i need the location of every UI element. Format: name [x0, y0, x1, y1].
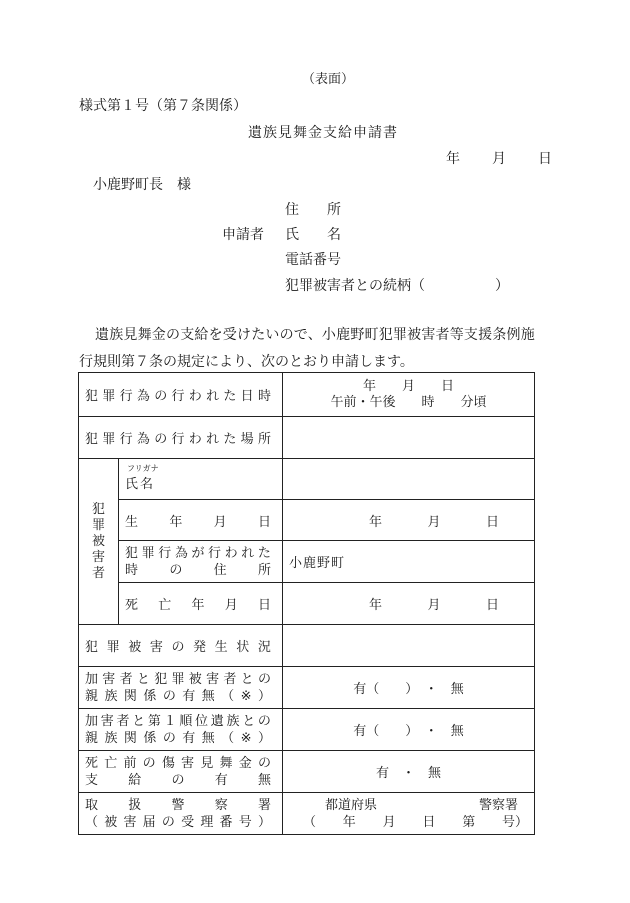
victim-death-value-char: 日 [485, 598, 499, 613]
victim-birth-value-char: 月 [427, 514, 441, 530]
injury-label-char: 亡 [104, 755, 118, 771]
injury-value: 有 ・ 無 [375, 766, 441, 781]
injury-label-char: 給 [128, 772, 142, 788]
place-label-char: れ [206, 432, 220, 447]
police-value-char: 号） [501, 814, 528, 830]
status-label-char: 犯 [85, 640, 99, 655]
relation1-label-char: 犯 [154, 671, 168, 687]
relation2-label-char: 係 [143, 730, 157, 746]
status-label-char: 被 [128, 640, 142, 655]
relation1-label-char: 親 [85, 688, 99, 704]
relation2-label-char: 無 [201, 730, 215, 746]
relation2-value: 有（ ） ・ 無 [353, 724, 464, 739]
victim-death-value-char: 年 [369, 598, 383, 613]
victim-address-label-char: 罪 [141, 545, 155, 561]
date-day: 日 [538, 151, 552, 167]
injury-label-char: の [257, 755, 271, 771]
place-value-cell[interactable] [283, 417, 535, 459]
place-label [85, 428, 271, 447]
victim-death-label-char: 死 [125, 598, 139, 613]
police-label-line2 [85, 814, 271, 831]
place-label-cell [79, 417, 283, 459]
applicant-phone-label: 電話番号 [285, 252, 341, 268]
relation2-label-line1 [85, 713, 271, 730]
relation1-label-char: 被 [188, 671, 202, 687]
date-year: 年 [446, 151, 460, 167]
table-row [79, 373, 535, 417]
victim-name-label: 氏名 [125, 477, 156, 492]
table-row [79, 500, 535, 541]
police-value-char: 第 [462, 814, 476, 830]
victim-birth-value-char: 日 [485, 514, 499, 530]
relation1-value: 有（ ） ・ 無 [353, 682, 464, 697]
victim-group-label [79, 459, 119, 625]
relation1-label-char: の [162, 688, 176, 704]
injury-label-char: 見 [200, 755, 214, 771]
datetime-label [85, 385, 271, 404]
victim-birth-label-cell [119, 500, 283, 541]
relation1-label-char: 加 [85, 671, 99, 687]
relation1-label-char: ） [257, 688, 271, 704]
victim-address-label-line1 [125, 545, 271, 562]
relation1-label-line2 [85, 688, 271, 705]
victim-address-label-char: れ [241, 545, 255, 561]
status-label-char: 罪 [106, 640, 120, 655]
place-label-char: 犯 [85, 432, 99, 447]
victim-death-value-cell[interactable] [283, 583, 535, 625]
relation1-label-char: と [240, 671, 254, 687]
relation1-label-char: 族 [104, 688, 118, 704]
injury-label-line1 [85, 755, 271, 772]
injury-label-char: 前 [123, 755, 137, 771]
place-label-char: 罪 [102, 432, 116, 447]
table-row [79, 417, 535, 459]
victim-address-label-char: 所 [257, 562, 271, 578]
status-label-char: 発 [193, 640, 207, 655]
police-label-char: 害 [123, 814, 137, 830]
victim-death-label [125, 594, 271, 613]
status-label-char: の [171, 640, 185, 655]
victim-birth-label-char: 日 [257, 514, 271, 530]
police-value-char: 日 [422, 814, 436, 830]
relation2-label-char: 順 [179, 713, 193, 729]
police-label-char: 察 [214, 797, 228, 813]
victim-group-label-char: 罪 [91, 517, 105, 533]
victim-address-label-char: 時 [125, 562, 139, 578]
applicant-label: 申請者 [222, 227, 264, 243]
body-text-line2: 行規則第７条の規定により、次のとおり申請します。 [79, 354, 414, 370]
police-value-char: （ [303, 814, 317, 830]
victim-group-label-char: 者 [91, 565, 105, 581]
body-text-line1: 遺族見舞金の支給を受けたいので、小鹿野町犯罪被害者等支援条例施 [95, 327, 535, 343]
place-label-char: 所 [257, 432, 271, 447]
relation2-label-char: ） [257, 730, 271, 746]
table-row [79, 751, 535, 793]
table-row [79, 541, 535, 583]
police-label-char: 被 [104, 814, 118, 830]
police-label-line1 [85, 797, 271, 814]
datetime-label-char: 行 [119, 389, 133, 404]
table-row [79, 625, 535, 667]
victim-address-label-char: が [191, 545, 205, 561]
relation2-label-char: 第 [147, 713, 161, 729]
victim-address-value: 小鹿野町 [289, 556, 346, 571]
relation1-label-char: 有 [182, 688, 196, 704]
datetime-label-char: れ [206, 389, 220, 404]
status-value-cell[interactable] [283, 625, 535, 667]
relation1-label-line1 [85, 671, 271, 688]
police-value-line1 [283, 797, 534, 814]
relation1-label-char: の [257, 671, 271, 687]
datetime-value-time: 午前・午後 時 分頃 [330, 394, 487, 410]
relation1-label-char: 者 [119, 671, 133, 687]
relation2-label-char: 位 [195, 713, 209, 729]
police-label-char: 号 [238, 814, 252, 830]
place-label-char: 場 [240, 432, 254, 447]
relation2-label-cell [79, 709, 283, 751]
datetime-label-char: 時 [257, 389, 271, 404]
relation2-label-char: ※ [240, 730, 252, 746]
injury-label-char: 死 [85, 755, 99, 771]
place-label-char: の [154, 432, 168, 447]
victim-address-label-line2 [125, 562, 271, 579]
victim-birth-value-char: 年 [369, 514, 383, 530]
relation2-label-char: 害 [100, 713, 114, 729]
relation1-value-cell[interactable] [283, 667, 535, 709]
relation2-label-char: （ [221, 730, 235, 746]
table-row [79, 583, 535, 625]
relation1-label-char: 者 [223, 671, 237, 687]
victim-address-label-char: 住 [213, 562, 227, 578]
injury-label-char: 害 [181, 755, 195, 771]
relation2-label-char: 者 [116, 713, 130, 729]
relation1-label-char: と [136, 671, 150, 687]
relation1-label-char: 関 [123, 688, 137, 704]
victim-address-value-cell[interactable] [283, 541, 535, 583]
victim-death-label-cell [119, 583, 283, 625]
applicant-relation-label: 犯罪被害者との続柄（ ） [285, 278, 509, 294]
injury-label-char: の [142, 755, 156, 771]
status-label-char: 況 [257, 640, 271, 655]
police-prefecture-label: 都道府県 [325, 797, 378, 813]
relation2-label-char: の [162, 730, 176, 746]
police-label-char: 届 [142, 814, 156, 830]
police-label-cell [79, 793, 283, 835]
place-label-char: 行 [119, 432, 133, 447]
relation2-label-char: の [257, 713, 271, 729]
relation2-label-char: 有 [182, 730, 196, 746]
datetime-value-date: 年 月 日 [362, 378, 454, 394]
relation1-label-char: ※ [240, 688, 252, 704]
victim-birth-label [125, 511, 271, 530]
victim-address-label-char: 犯 [125, 545, 139, 561]
police-value-char: 年 [342, 814, 356, 830]
document-title: 遺族見舞金支給申請書 [248, 125, 398, 141]
police-label-char: 警 [171, 797, 185, 813]
police-value-cell[interactable] [283, 793, 535, 835]
addressee: 小鹿野町長 様 [93, 177, 191, 193]
victim-birth-label-char: 生 [125, 514, 139, 530]
relation1-label-char: 無 [201, 688, 215, 704]
side-label: （表面） [302, 72, 355, 87]
relation2-label-char: 関 [123, 730, 137, 746]
datetime-label-char: 日 [240, 389, 254, 404]
police-label-char: の [161, 814, 175, 830]
police-label-char: 取 [85, 797, 99, 813]
datetime-label-char: わ [188, 389, 202, 404]
applicant-name-label: 氏 名 [285, 227, 341, 243]
relation2-label-char: １ [163, 713, 177, 729]
relation2-label-char: と [132, 713, 146, 729]
date-month: 月 [492, 151, 506, 167]
victim-address-label-char: わ [224, 545, 238, 561]
victim-address-label-char: た [257, 545, 271, 561]
relation2-label-char: 族 [104, 730, 118, 746]
injury-label-char: 金 [238, 755, 252, 771]
police-label-char: 番 [219, 814, 233, 830]
victim-address-label-char: 行 [208, 545, 222, 561]
victim-birth-value-cell[interactable] [283, 500, 535, 541]
police-value-char: 月 [382, 814, 396, 830]
table-row [79, 667, 535, 709]
police-label-char: （ [85, 814, 99, 830]
victim-name-label-cell [119, 459, 283, 500]
victim-address-label-char: の [169, 562, 183, 578]
relation1-label-cell [79, 667, 283, 709]
police-station-label: 警察署 [478, 797, 518, 813]
victim-birth-label-char: 月 [213, 514, 227, 530]
injury-value-cell[interactable] [283, 751, 535, 793]
datetime-label-cell [79, 373, 283, 417]
victim-address-label-char: 行 [158, 545, 172, 561]
relation1-label-char: 害 [206, 671, 220, 687]
injury-label-char: 有 [214, 772, 228, 788]
datetime-label-char: の [154, 389, 168, 404]
victim-name-value-cell[interactable] [283, 459, 535, 500]
table-row [79, 793, 535, 835]
victim-group-label-char: 犯 [91, 501, 105, 517]
police-label-char: ） [257, 814, 271, 830]
police-label-char: 署 [257, 797, 271, 813]
victim-group-label-char: 被 [91, 533, 105, 549]
police-label-char: 受 [181, 814, 195, 830]
injury-label-char: 支 [85, 772, 99, 788]
status-label [85, 636, 271, 655]
applicant-address-label: 住 所 [285, 202, 341, 218]
relation2-label-char: 加 [85, 713, 99, 729]
police-label-char: 扱 [128, 797, 142, 813]
datetime-label-char: 罪 [102, 389, 116, 404]
victim-death-value [369, 594, 499, 613]
datetime-label-char: 為 [136, 389, 150, 404]
furigana-label: フリガナ [127, 464, 159, 473]
victim-death-label-char: 月 [224, 598, 238, 613]
datetime-value-cell[interactable] [283, 373, 535, 417]
datetime-label-char: た [223, 389, 237, 404]
victim-address-label-cell [119, 541, 283, 583]
application-table [78, 372, 535, 835]
injury-label-cell [79, 751, 283, 793]
relation1-label-char: 罪 [171, 671, 185, 687]
table-row [79, 709, 535, 751]
form-number: 様式第１号（第７条関係） [79, 98, 247, 114]
relation1-label-char: 害 [102, 671, 116, 687]
relation2-label-char: 遺 [210, 713, 224, 729]
injury-label-char: 傷 [161, 755, 175, 771]
table-row [79, 459, 535, 500]
victim-address-label-char: 為 [174, 545, 188, 561]
status-label-cell [79, 625, 283, 667]
datetime-label-char: 犯 [85, 389, 99, 404]
place-label-char: 為 [136, 432, 150, 447]
victim-death-label-char: 亡 [158, 598, 172, 613]
place-label-char: た [223, 432, 237, 447]
relation1-label-char: （ [221, 688, 235, 704]
relation2-value-cell[interactable] [283, 709, 535, 751]
status-label-char: 害 [149, 640, 163, 655]
relation2-label-char: と [242, 713, 256, 729]
victim-death-label-char: 年 [191, 598, 205, 613]
injury-label-char: の [171, 772, 185, 788]
police-label-char: 理 [200, 814, 214, 830]
injury-label-line2 [85, 772, 271, 789]
victim-death-label-char: 日 [257, 598, 271, 613]
status-label-char: 生 [214, 640, 228, 655]
victim-birth-value [369, 511, 499, 530]
relation2-label-char: 族 [226, 713, 240, 729]
relation2-label-line2 [85, 730, 271, 747]
relation2-label-char: 親 [85, 730, 99, 746]
datetime-label-char: 行 [171, 389, 185, 404]
injury-label-char: 無 [257, 772, 271, 788]
victim-death-value-char: 月 [427, 598, 441, 613]
victim-group-label-char: 害 [91, 549, 105, 565]
police-value-line2 [283, 814, 534, 831]
status-label-char: 状 [236, 640, 250, 655]
injury-label-char: 舞 [219, 755, 233, 771]
relation1-label-char: 係 [143, 688, 157, 704]
place-label-char: 行 [171, 432, 185, 447]
victim-birth-label-char: 年 [169, 514, 183, 530]
place-label-char: わ [188, 432, 202, 447]
